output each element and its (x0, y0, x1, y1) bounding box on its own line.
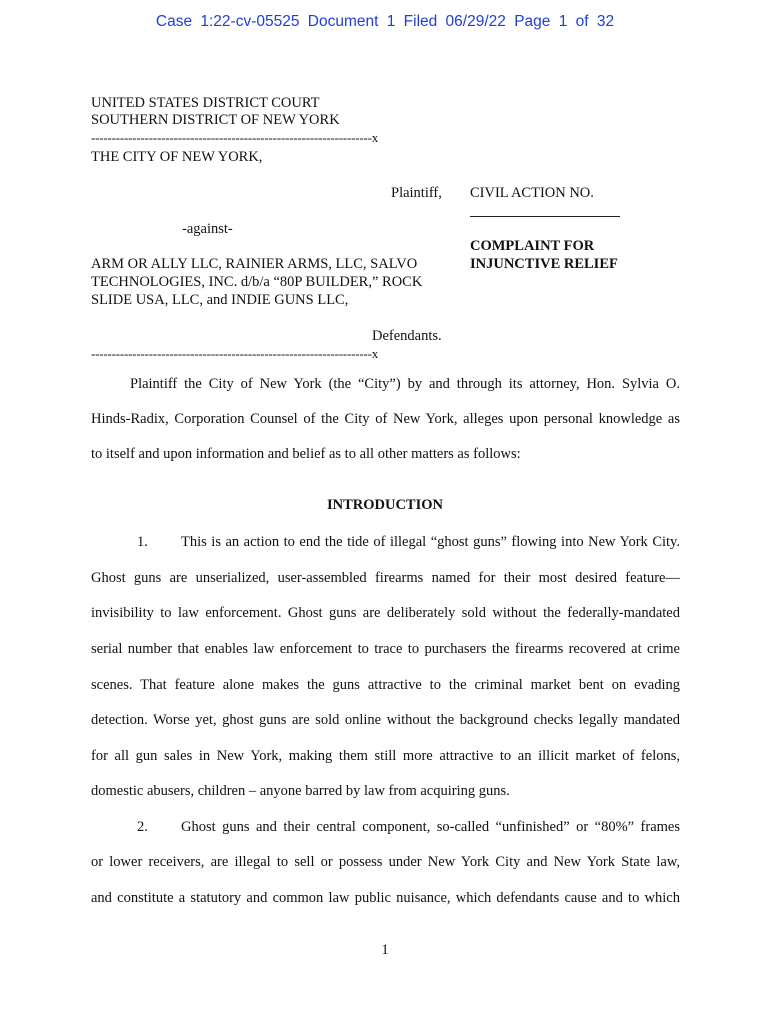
paragraph-line: serial number that enables law enforcement to trace to purchasers the firearms recovered at crime (91, 641, 680, 657)
paragraph-line: This is an action to end the tide of illegal “ghost guns” flowing into New York City. (181, 534, 680, 550)
paragraph-line: for all gun sales in New York, making them still more attractive to an illicit market of felons, (91, 748, 680, 764)
civil-action-label: CIVIL ACTION NO. (470, 185, 594, 201)
intro-line: Hinds-Radix, Corporation Counsel of the City of New York, alleges upon personal knowledge as (91, 411, 680, 427)
paragraph-line: scenes. That feature alone makes the guns attractive to the criminal market bent on evading (91, 677, 680, 693)
paragraph-line: Ghost guns are unserialized, user-assembled firearms named for their most desired feature— (91, 570, 680, 586)
intro-line: to itself and upon information and belief as to all other matters as follows: (91, 446, 521, 462)
paragraph-line: invisibility to law enforcement. Ghost guns are deliberately sold without the federally-mandated (91, 605, 680, 621)
section-heading: INTRODUCTION (326, 497, 443, 513)
paragraph-line: or lower receivers, are illegal to sell or possess under New York City and New York State law, (91, 854, 680, 870)
paragraph-number: 2. (137, 819, 148, 835)
defendants-line1: ARM OR ALLY LLC, RAINIER ARMS, LLC, SALVO (91, 256, 418, 272)
plaintiff-role: Plaintiff, (391, 185, 442, 201)
against-label: -against- (182, 221, 233, 237)
paragraph-line: and constitute a statutory and common law public nuisance, which defendants cause and to which (91, 890, 680, 906)
intro-line: Plaintiff the City of New York (the “City”) by and through its attorney, Hon. Sylvia O. (130, 376, 680, 392)
caption-divider-bottom: --------------------------------------------------------------------x (91, 346, 379, 361)
paragraph-line: domestic abusers, children – anyone barred by law from acquiring guns. (91, 783, 510, 799)
civil-action-number-blank (470, 216, 620, 217)
caption-divider-top: --------------------------------------------------------------------x (91, 130, 379, 145)
plaintiff-name: THE CITY OF NEW YORK, (91, 149, 263, 165)
paragraph-number: 1. (137, 534, 148, 550)
court-district: SOUTHERN DISTRICT OF NEW YORK (91, 112, 340, 128)
defendants-line3: SLIDE USA, LLC, and INDIE GUNS LLC, (91, 292, 349, 308)
defendants-role: Defendants. (372, 328, 442, 344)
document-title-line2: INJUNCTIVE RELIEF (470, 256, 618, 272)
paragraph-line: Ghost guns and their central component, so-called “unfinished” or “80%” frames (181, 819, 680, 835)
paragraph-line: detection. Worse yet, ghost guns are sold online without the background checks legally mandated (91, 712, 680, 728)
court-name: UNITED STATES DISTRICT COURT (91, 95, 320, 111)
defendants-line2: TECHNOLOGIES, INC. d/b/a “80P BUILDER,” ROCK (91, 274, 423, 290)
page-number: 1 (381, 942, 389, 958)
document-title-line1: COMPLAINT FOR (470, 238, 595, 254)
ecf-header-stamp: Case 1:22-cv-05525 Document 1 Filed 06/29/22 Page 1 of 32 (155, 13, 615, 30)
